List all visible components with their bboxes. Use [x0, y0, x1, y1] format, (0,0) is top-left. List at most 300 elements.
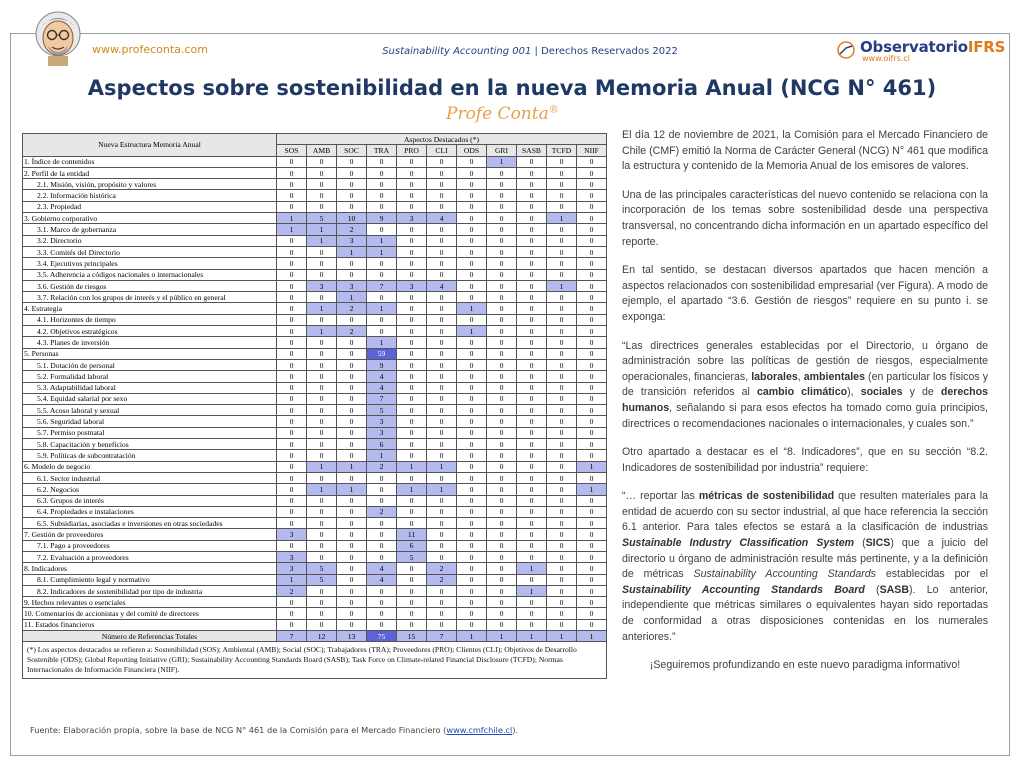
- cell-niif: 0: [577, 303, 607, 314]
- quote-bold: derechos humanos: [622, 386, 988, 414]
- cell-soc: 0: [337, 597, 367, 608]
- cell-niif: 0: [577, 551, 607, 562]
- cell-sasb: 0: [517, 337, 547, 348]
- cell-sos: 0: [277, 156, 307, 167]
- cell-tcfd: 0: [547, 574, 577, 585]
- source-note: [30, 725, 518, 735]
- table-row: [23, 574, 607, 585]
- cell-sasb: 0: [517, 608, 547, 619]
- cell-cli: 0: [427, 348, 457, 359]
- cell-pro: 0: [397, 337, 427, 348]
- cell-pro: 0: [397, 597, 427, 608]
- cell-gri: 0: [487, 167, 517, 178]
- quote-text: “… reportar las: [622, 490, 699, 503]
- cell-sasb: 0: [517, 382, 547, 393]
- cell-cli: 1: [427, 461, 457, 472]
- cell-tcfd: 0: [547, 529, 577, 540]
- cell-sasb: 0: [517, 472, 547, 483]
- cell-tcfd: 0: [547, 518, 577, 529]
- cell-amb: 1: [307, 461, 337, 472]
- column-header-tcfd: TCFD: [547, 145, 577, 156]
- cell-sasb: 0: [517, 574, 547, 585]
- cell-tcfd: 0: [547, 439, 577, 450]
- row-label: 5.6. Seguridad laboral: [23, 416, 277, 427]
- cell-amb: 0: [307, 246, 337, 257]
- cell-sos: 0: [277, 427, 307, 438]
- cell-gri: 0: [487, 292, 517, 303]
- cell-soc: 0: [337, 201, 367, 212]
- cell-tcfd: 1: [547, 213, 577, 224]
- cell-sasb: 0: [517, 405, 547, 416]
- row-label: 6.2. Negocios: [23, 484, 277, 495]
- table-row: [23, 472, 607, 483]
- cell-sasb: 0: [517, 246, 547, 257]
- cell-pro: 0: [397, 292, 427, 303]
- column-header-niif: NIIF: [577, 145, 607, 156]
- cell-tra: 4: [367, 563, 397, 574]
- cell-pro: 0: [397, 495, 427, 506]
- cell-cli: 0: [427, 529, 457, 540]
- cell-amb: 0: [307, 439, 337, 450]
- totals-row: [23, 631, 607, 642]
- cell-tra: 4: [367, 371, 397, 382]
- cell-niif: 0: [577, 382, 607, 393]
- cell-niif: 0: [577, 213, 607, 224]
- cell-ods: 0: [457, 359, 487, 370]
- row-label: 4.1. Horizontes de tiempo: [23, 314, 277, 325]
- cell-ods: 0: [457, 574, 487, 585]
- cell-niif: 0: [577, 393, 607, 404]
- cell-cli: 0: [427, 506, 457, 517]
- cell-sasb: 0: [517, 213, 547, 224]
- cell-tra: 0: [367, 540, 397, 551]
- cell-sasb: 0: [517, 224, 547, 235]
- cell-tra: 3: [367, 427, 397, 438]
- doc-rights: | Derechos Reservados 2022: [531, 46, 678, 57]
- cell-tra: 0: [367, 292, 397, 303]
- cell-tra: 0: [367, 179, 397, 190]
- quote-text: ),: [847, 386, 861, 399]
- cell-amb: 0: [307, 179, 337, 190]
- cell-ods: 0: [457, 450, 487, 461]
- cell-soc: 1: [337, 461, 367, 472]
- cell-niif: 0: [577, 597, 607, 608]
- cell-ods: 0: [457, 563, 487, 574]
- cell-soc: 1: [337, 292, 367, 303]
- cell-cli: 0: [427, 292, 457, 303]
- row-label: 6.3. Grupos de interés: [23, 495, 277, 506]
- cell-gri: 0: [487, 506, 517, 517]
- cell-sos: 3: [277, 529, 307, 540]
- cell-sos: 0: [277, 167, 307, 178]
- cell-sos: 0: [277, 201, 307, 212]
- cell-cli: 0: [427, 246, 457, 257]
- cell-tra: 0: [367, 518, 397, 529]
- table-row: [23, 359, 607, 370]
- table-row: [23, 382, 607, 393]
- cell-sasb: 0: [517, 326, 547, 337]
- cell-sasb: 0: [517, 619, 547, 630]
- cell-cli: 0: [427, 405, 457, 416]
- row-label: 5.9. Políticas de subcontratación: [23, 450, 277, 461]
- cell-soc: 0: [337, 269, 367, 280]
- cell-cli: 0: [427, 393, 457, 404]
- cell-gri: 0: [487, 518, 517, 529]
- cell-pro: 0: [397, 246, 427, 257]
- cell-tcfd: 0: [547, 371, 577, 382]
- cell-pro: 0: [397, 314, 427, 325]
- cell-soc: 0: [337, 472, 367, 483]
- row-label: 3.6. Gestión de riesgos: [23, 280, 277, 291]
- cell-niif: 1: [577, 484, 607, 495]
- table-row: [23, 280, 607, 291]
- cell-tcfd: 0: [547, 201, 577, 212]
- logo-name-b: IFRS: [967, 38, 1006, 56]
- cell-ods: 0: [457, 518, 487, 529]
- column-header-sos: SOS: [277, 145, 307, 156]
- total-cli: 7: [427, 631, 457, 642]
- cell-soc: 0: [337, 427, 367, 438]
- row-label: 3.4. Ejecutivos principales: [23, 258, 277, 269]
- column-header-gri: GRI: [487, 145, 517, 156]
- cell-amb: 0: [307, 472, 337, 483]
- cell-cli: 0: [427, 472, 457, 483]
- row-label: 8.2. Indicadores de sostenibilidad por tipo de industria: [23, 585, 277, 596]
- column-header-cli: CLI: [427, 145, 457, 156]
- cell-cli: 0: [427, 608, 457, 619]
- source-link[interactable]: www.cmfchile.cl: [446, 725, 513, 735]
- row-label: 5.4. Equidad salarial por sexo: [23, 393, 277, 404]
- cell-gri: 0: [487, 597, 517, 608]
- cell-cli: 0: [427, 551, 457, 562]
- paragraph-5: Otro apartado a destacar es el “8. Indicadores”, que en su sección “8.2. Indicadores de sostenibilidad por industria” requiere:: [622, 446, 988, 474]
- cell-gri: 0: [487, 303, 517, 314]
- cell-cli: 0: [427, 179, 457, 190]
- cell-sos: 0: [277, 450, 307, 461]
- cell-tcfd: 0: [547, 326, 577, 337]
- cell-ods: 0: [457, 416, 487, 427]
- cell-cli: 2: [427, 563, 457, 574]
- cell-tra: 1: [367, 450, 397, 461]
- cell-tra: 0: [367, 585, 397, 596]
- cell-pro: 0: [397, 619, 427, 630]
- cell-sasb: 0: [517, 359, 547, 370]
- cell-sos: 0: [277, 597, 307, 608]
- cell-sasb: 0: [517, 258, 547, 269]
- quote-risk-management: [622, 339, 988, 433]
- cell-ods: 0: [457, 246, 487, 257]
- table-row: [23, 303, 607, 314]
- cell-gri: 0: [487, 382, 517, 393]
- table-row: [23, 439, 607, 450]
- row-label: 5.8. Capacitación y beneficios: [23, 439, 277, 450]
- table-row: [23, 450, 607, 461]
- cell-tcfd: 0: [547, 235, 577, 246]
- quote-bold: ambientales: [803, 370, 865, 383]
- logo-url: www.oifrs.cl: [862, 54, 910, 63]
- cell-ods: 1: [457, 303, 487, 314]
- cell-sos: 0: [277, 348, 307, 359]
- cell-tcfd: 0: [547, 506, 577, 517]
- cell-tra: 0: [367, 597, 397, 608]
- table-row: [23, 235, 607, 246]
- table-row: [23, 224, 607, 235]
- table-body: [23, 156, 607, 642]
- cell-niif: 0: [577, 348, 607, 359]
- cell-gri: 1: [487, 156, 517, 167]
- row-label: 7. Gestión de proveedores: [23, 529, 277, 540]
- cell-niif: 0: [577, 235, 607, 246]
- cell-cli: 0: [427, 495, 457, 506]
- cell-tcfd: 0: [547, 585, 577, 596]
- cell-tra: 0: [367, 258, 397, 269]
- table-row: [23, 156, 607, 167]
- cell-niif: 0: [577, 427, 607, 438]
- cell-cli: 0: [427, 518, 457, 529]
- cell-amb: 0: [307, 551, 337, 562]
- cell-soc: 0: [337, 348, 367, 359]
- row-label: 4.2. Objetivos estratégicos: [23, 326, 277, 337]
- cell-pro: 0: [397, 258, 427, 269]
- document-subtitle: [330, 46, 730, 57]
- cell-niif: 0: [577, 337, 607, 348]
- cell-sos: 0: [277, 303, 307, 314]
- table-row: [23, 167, 607, 178]
- cell-tra: 0: [367, 495, 397, 506]
- total-soc: 13: [337, 631, 367, 642]
- quote-text: y de: [902, 386, 941, 399]
- column-header-sasb: SASB: [517, 145, 547, 156]
- cell-soc: 0: [337, 563, 367, 574]
- cell-gri: 0: [487, 608, 517, 619]
- cell-pro: 0: [397, 179, 427, 190]
- cell-gri: 0: [487, 484, 517, 495]
- cell-pro: 0: [397, 608, 427, 619]
- cell-sasb: 0: [517, 371, 547, 382]
- cell-pro: 0: [397, 574, 427, 585]
- cell-niif: 0: [577, 506, 607, 517]
- cell-ods: 0: [457, 405, 487, 416]
- cell-soc: 0: [337, 540, 367, 551]
- cell-amb: 1: [307, 484, 337, 495]
- profe-conta-mascot-image: [30, 8, 86, 68]
- table-header-structure: Nueva Estructura Memoria Anual: [23, 134, 277, 157]
- row-label: 7.1. Pago a proveedores: [23, 540, 277, 551]
- paragraph-1: El día 12 de noviembre de 2021, la Comisión para el Mercado Financiero de Chile (CMF) emitió la Norma de Carácter General (NCG) N° 461 que modifica la estructura y contenido de la Memoria Anual de los emisores de valores.: [622, 129, 988, 173]
- table-row: [23, 619, 607, 630]
- cell-tcfd: 0: [547, 461, 577, 472]
- column-header-amb: AMB: [307, 145, 337, 156]
- cell-soc: 0: [337, 382, 367, 393]
- quote-bold-italic: Sustainability Accounting Standards Board: [622, 583, 865, 596]
- cell-niif: 0: [577, 371, 607, 382]
- quote-text: ) que a juicio del directorio u órgano de administración resulte más pertinente, y a la definición de métricas: [622, 537, 988, 581]
- cell-niif: 0: [577, 608, 607, 619]
- cell-tcfd: 0: [547, 258, 577, 269]
- table-row: [23, 190, 607, 201]
- cell-sasb: 1: [517, 563, 547, 574]
- cell-ods: 0: [457, 495, 487, 506]
- cell-pro: 0: [397, 371, 427, 382]
- cell-sasb: 0: [517, 167, 547, 178]
- cell-sasb: 0: [517, 314, 547, 325]
- row-label: 6.5. Subsidiarias, asociadas e inversiones en otras sociedades: [23, 518, 277, 529]
- cell-amb: 0: [307, 619, 337, 630]
- row-label: 3.1. Marco de gobernanza: [23, 224, 277, 235]
- cell-amb: 0: [307, 292, 337, 303]
- closing-line: ¡Seguiremos profundizando en este nuevo paradigma informativo!: [649, 659, 961, 672]
- cell-gri: 0: [487, 551, 517, 562]
- cell-ods: 0: [457, 506, 487, 517]
- cell-pro: 1: [397, 484, 427, 495]
- cell-sos: 0: [277, 461, 307, 472]
- cell-sasb: 0: [517, 348, 547, 359]
- cell-soc: 0: [337, 190, 367, 201]
- cell-amb: 0: [307, 156, 337, 167]
- quote-bold: SASB: [879, 583, 910, 596]
- cell-sasb: 0: [517, 292, 547, 303]
- cell-gri: 0: [487, 450, 517, 461]
- cell-niif: 0: [577, 280, 607, 291]
- logo-name-a: Observatorio: [860, 38, 968, 56]
- cell-niif: 0: [577, 472, 607, 483]
- cell-gri: 0: [487, 246, 517, 257]
- cell-niif: 0: [577, 563, 607, 574]
- cell-cli: 0: [427, 190, 457, 201]
- cell-amb: 1: [307, 224, 337, 235]
- total-tra: 75: [367, 631, 397, 642]
- cell-amb: 0: [307, 190, 337, 201]
- table-row: [23, 529, 607, 540]
- cell-cli: 0: [427, 416, 457, 427]
- cell-niif: 0: [577, 269, 607, 280]
- cell-sasb: 0: [517, 393, 547, 404]
- cell-gri: 0: [487, 224, 517, 235]
- cell-sos: 0: [277, 337, 307, 348]
- cell-sos: 1: [277, 574, 307, 585]
- row-label: 4. Estrategia: [23, 303, 277, 314]
- total-niif: 1: [577, 631, 607, 642]
- cell-ods: 0: [457, 235, 487, 246]
- table-row: [23, 314, 607, 325]
- cell-gri: 0: [487, 235, 517, 246]
- cell-ods: 0: [457, 439, 487, 450]
- cell-tra: 0: [367, 201, 397, 212]
- cell-amb: 0: [307, 506, 337, 517]
- cell-soc: 1: [337, 484, 367, 495]
- cell-tra: 4: [367, 574, 397, 585]
- cell-tcfd: 0: [547, 337, 577, 348]
- source-suffix: ).: [512, 725, 519, 735]
- table-row: [23, 269, 607, 280]
- cell-cli: 0: [427, 427, 457, 438]
- table-footnote: (*) Los aspectos destacados se refieren a: Sostenibilidad (SOS); Ambiental (AMB); Social (SOC); Trabajadores (TRA); Proveedores (PRO); Clientes (CLI); Objetivos de Desarrollo Sostenible (ODS); Global Reporting Initiative (GRI); Sustainability Accounting Standards Board (SASB); Task Force on Climate-related Financial Disclosure (TCFD); Normas Internacionales de Información Financiera (NIIF).: [22, 642, 607, 679]
- cell-amb: 5: [307, 213, 337, 224]
- cell-sasb: 0: [517, 551, 547, 562]
- table-row: [23, 461, 607, 472]
- cell-cli: 4: [427, 213, 457, 224]
- cell-cli: 0: [427, 585, 457, 596]
- cell-cli: 0: [427, 597, 457, 608]
- quote-text: (: [854, 537, 866, 550]
- cell-tra: 2: [367, 461, 397, 472]
- cell-soc: 3: [337, 280, 367, 291]
- cell-niif: 0: [577, 359, 607, 370]
- total-sos: 7: [277, 631, 307, 642]
- cell-tra: 0: [367, 619, 397, 630]
- cell-ods: 0: [457, 348, 487, 359]
- cell-amb: 0: [307, 450, 337, 461]
- cell-sos: 3: [277, 563, 307, 574]
- cell-soc: 0: [337, 585, 367, 596]
- cell-amb: 5: [307, 574, 337, 585]
- cell-sos: 0: [277, 393, 307, 404]
- cell-tra: 0: [367, 484, 397, 495]
- total-gri: 1: [487, 631, 517, 642]
- cell-ods: 0: [457, 179, 487, 190]
- cell-amb: 0: [307, 337, 337, 348]
- brand-mark: ®: [548, 104, 559, 116]
- cell-pro: 0: [397, 156, 427, 167]
- cell-gri: 0: [487, 201, 517, 212]
- cell-amb: 0: [307, 416, 337, 427]
- cell-sos: 0: [277, 495, 307, 506]
- cell-tra: 1: [367, 303, 397, 314]
- cell-gri: 0: [487, 439, 517, 450]
- cell-soc: 0: [337, 506, 367, 517]
- cell-niif: 1: [577, 461, 607, 472]
- cell-cli: 0: [427, 314, 457, 325]
- site-url[interactable]: www.profeconta.com: [92, 43, 208, 56]
- table-row: [23, 551, 607, 562]
- cell-gri: 0: [487, 371, 517, 382]
- cell-soc: 0: [337, 416, 367, 427]
- column-header-ods: ODS: [457, 145, 487, 156]
- cell-gri: 0: [487, 495, 517, 506]
- aspects-table-figure: [22, 133, 607, 679]
- cell-sasb: 0: [517, 416, 547, 427]
- cell-gri: 0: [487, 405, 517, 416]
- row-label: 3.5. Adherencia a códigos nacionales o internacionales: [23, 269, 277, 280]
- cell-tcfd: 0: [547, 405, 577, 416]
- table-row: [23, 518, 607, 529]
- cell-niif: 0: [577, 224, 607, 235]
- cell-sos: 0: [277, 314, 307, 325]
- table-row: [23, 405, 607, 416]
- cell-ods: 0: [457, 156, 487, 167]
- cell-sasb: 0: [517, 201, 547, 212]
- cell-sasb: 1: [517, 585, 547, 596]
- table-row: [23, 506, 607, 517]
- cell-amb: 0: [307, 201, 337, 212]
- table-row: [23, 495, 607, 506]
- cell-tcfd: 0: [547, 608, 577, 619]
- cell-sos: 3: [277, 551, 307, 562]
- cell-cli: 0: [427, 258, 457, 269]
- cell-tcfd: 0: [547, 597, 577, 608]
- cell-sasb: 0: [517, 518, 547, 529]
- cell-gri: 0: [487, 314, 517, 325]
- cell-gri: 0: [487, 213, 517, 224]
- cell-ods: 0: [457, 258, 487, 269]
- cell-tra: 0: [367, 190, 397, 201]
- cell-amb: 1: [307, 303, 337, 314]
- cell-sos: 0: [277, 416, 307, 427]
- cell-sos: 0: [277, 371, 307, 382]
- cell-gri: 0: [487, 359, 517, 370]
- paragraph-2: Una de las principales características del nuevo contenido se relaciona con la incorporación de los temas sobre sostenibilidad desde una perspectiva transversal, no concentrando dicha información en un apartado específico del reporte.: [622, 188, 988, 248]
- cell-amb: 0: [307, 427, 337, 438]
